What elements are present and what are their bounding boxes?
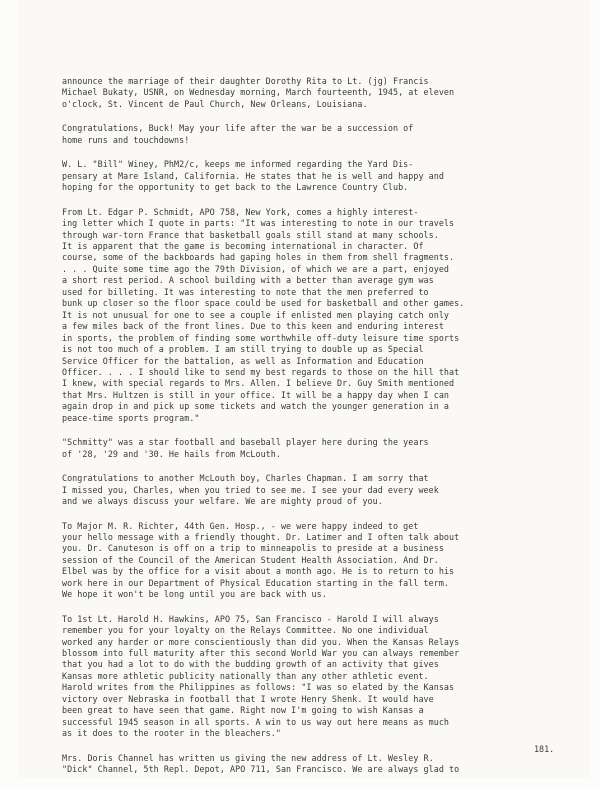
paragraph-richter: [62, 521, 557, 601]
text-line: used for billeting. It was interesting to note that the men preferred to: [62, 286, 429, 297]
text-line: been great to have seen that game. Right now I'm going to wish Kansas a: [62, 705, 424, 716]
text-line: W. L. "Bill" Winey, PhM2/c, keeps me informed regarding the Yard Dis-: [62, 159, 414, 170]
page-number: 181.: [534, 744, 555, 754]
text-line: "Dick" Channel, 5th Repl. Depot, APO 711, San Francisco. We are always glad to: [62, 764, 460, 775]
paragraph-hawkins: [62, 614, 557, 740]
text-line: through war-torn France that basketball goals still stand at many schools.: [62, 229, 439, 240]
paragraph-congratulations-buck: [62, 123, 557, 146]
text-line: as it does to the rooter in the bleachers.": [62, 728, 281, 739]
text-line: I knew, with special regards to Mrs. Allen. I believe Dr. Guy Smith mentioned: [62, 378, 455, 389]
text-line: in sports, the problem of finding some worthwhile off-duty leisure time sports: [62, 332, 460, 343]
text-line: work here in our Department of Physical Education starting in the fall term.: [62, 577, 450, 588]
text-line: bunk up closer so the floor space could be used for basketball and other games.: [62, 298, 465, 309]
text-line: Harold writes from the Philippines as follows: "I was so elated by the Kansas: [62, 682, 455, 693]
paragraph-channel: [62, 753, 557, 776]
text-line: successful 1945 season in all sports. A win to us way out here means as much: [62, 716, 450, 727]
text-line: Congratulations, Buck! May your life after the war be a succession of: [62, 123, 414, 134]
text-line: . . . Quite some time ago the 79th Division, of which we are a part, enjoyed: [62, 263, 450, 274]
text-line: o'clock, St. Vincent de Paul Church, New Orleans, Louisiana.: [62, 98, 368, 109]
text-line: home runs and touchdowns!: [62, 134, 190, 145]
text-line: Congratulations to another McLouth boy, Charles Chapman. I am sorry that: [62, 473, 429, 484]
paragraph-schmitty: [62, 437, 557, 460]
paragraph-winey: [62, 159, 557, 193]
text-line: session of the Council of the American Student Health Association. And Dr.: [62, 554, 439, 565]
text-line: that you had a lot to do with the budding growth of an activity that gives: [62, 659, 439, 670]
text-line: remember you for your loyalty on the Relays Committee. No one individual: [62, 625, 429, 636]
text-line: course, some of the backboards had gaping holes in them from shell fragments.: [62, 252, 455, 263]
text-line: again drop in and pick up some tickets and watch the younger generation in a: [62, 401, 450, 412]
text-line: of '28, '29 and '30. He hails from McLouth.: [62, 448, 281, 459]
text-line: I missed you, Charles, when you tried to see me. I see your dad every week: [62, 484, 439, 495]
text-line: is not too much of a problem. I am still trying to double up as Special: [62, 344, 424, 355]
text-line: Mrs. Doris Channel has written us giving the new address of Lt. Wesley R.: [62, 752, 434, 763]
text-line: It is apparent that the game is becoming international in character. Of: [62, 240, 424, 251]
paragraph-schmidt-letter: [62, 207, 557, 425]
text-line: a few miles back of the front lines. Due to this keen and enduring interest: [62, 321, 444, 332]
text-line: From Lt. Edgar P. Schmidt, APO 758, New York, comes a highly interest-: [62, 206, 419, 217]
text-line: a short rest period. A school building with a better than average gym was: [62, 275, 434, 286]
text-line: that Mrs. Hultzen is still in your office. It will be a happy day when I can: [62, 389, 450, 400]
text-line: announce the marriage of their daughter Dorothy Rita to Lt. (jg) Francis: [62, 76, 429, 86]
text-line: Michael Bukaty, USNR, on Wednesday morning, March fourteenth, 1945, at eleven: [62, 87, 455, 98]
text-line: pensary at Mare Island, California. He states that he is well and happy and: [62, 170, 444, 181]
text-line: you. Dr. Canuteson is off on a trip to minneapolis to preside at a business: [62, 543, 444, 554]
text-line: victory over Nebraska in football that I wrote Henry Shenk. It would have: [62, 693, 434, 704]
text-line: peace-time sports program.": [62, 412, 200, 423]
text-line: "Schmitty" was a star football and baseball player here during the years: [62, 437, 429, 448]
text-line: Officer. . . . I should like to send my best regards to those on the hill that: [62, 366, 460, 377]
document-body: [62, 76, 557, 789]
text-line: To Major M. R. Richter, 44th Gen. Hosp., - we were happy indeed to get: [62, 520, 419, 531]
text-line: To 1st Lt. Harold H. Hawkins, APO 75, San Francisco - Harold I will always: [62, 613, 439, 624]
text-line: blossom into full maturity after this second World War you can always remember: [62, 648, 460, 659]
text-line: Kansas more athletic publicity nationally than any other athletic event.: [62, 670, 429, 681]
text-line: hoping for the opportunity to get back to the Lawrence Country Club.: [62, 182, 409, 193]
text-line: Service Officer for the battalion, as well as Information and Education: [62, 355, 424, 366]
text-line: ing letter which I quote in parts: "It was interesting to note in our travels: [62, 218, 455, 229]
text-line: Elbel was by the office for a visit about a month ago. He is to return to his: [62, 566, 455, 577]
text-line: It is not unusual for one to see a couple if enlisted men playing catch only: [62, 309, 450, 320]
text-line: We hope it won't be long until you are back with us.: [62, 589, 327, 600]
text-line: and we always discuss your welfare. We are mighty proud of you.: [62, 496, 383, 507]
paragraph-chapman: [62, 473, 557, 507]
paragraph-marriage-announcement: [62, 76, 557, 110]
text-line: your hello message with a friendly thought. Dr. Latimer and I often talk about: [62, 531, 460, 542]
text-line: worked any harder or more conscientiously than did you. When the Kansas Relays: [62, 636, 460, 647]
